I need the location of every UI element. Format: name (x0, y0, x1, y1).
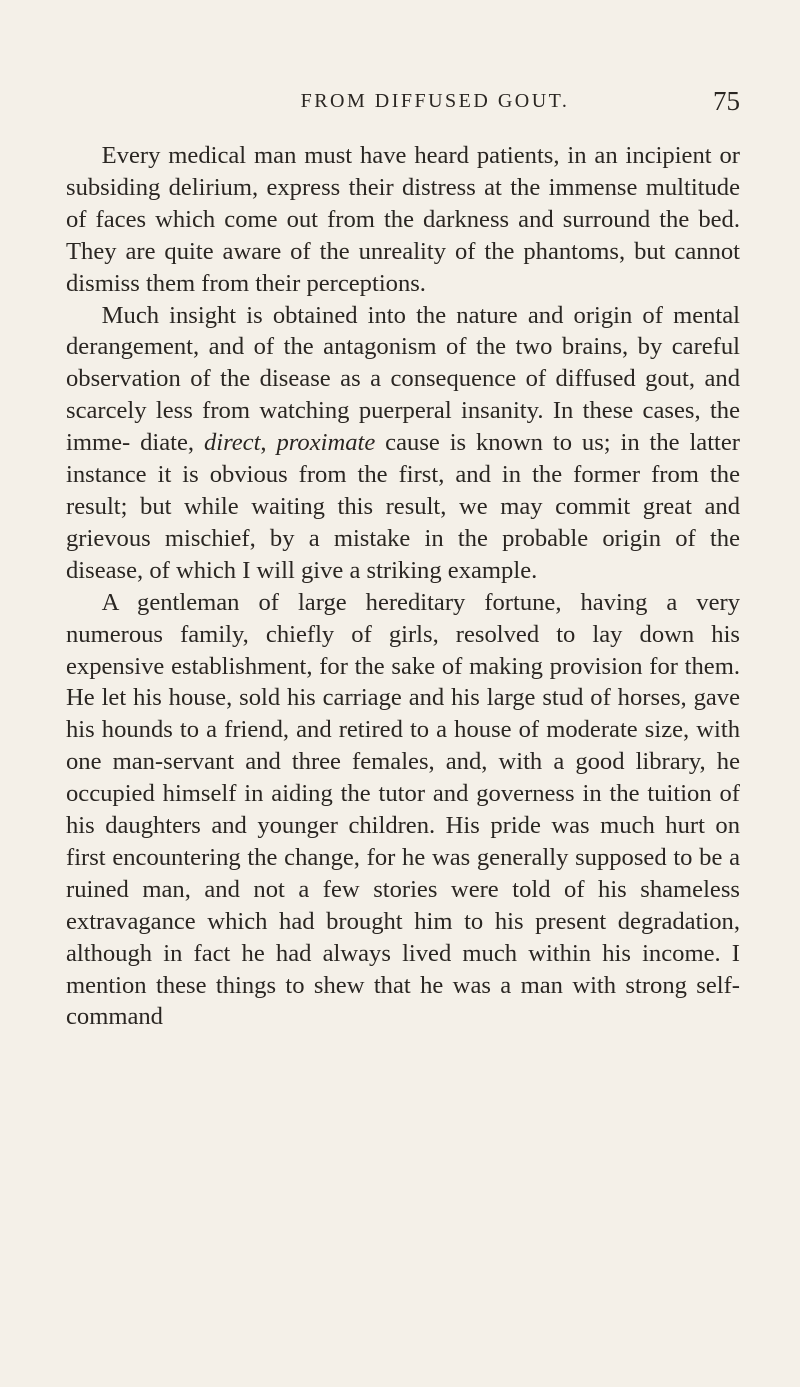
paragraph-1 (66, 140, 740, 300)
paragraph-2-text-start: Much insight is obtained into the nature and origin of mental derangement, and of the antagonism of the two brains, by careful observation of the disease as a consequence of diffused gout, and scarcely less from watching puerperal insanity. In these cases, the imme- diate, (66, 301, 740, 457)
paragraph-1-text: Every medical man must have heard patients, in an incipient or subsiding delirium, express their distress at the immense multitude of faces which come out from the darkness and surround the bed. They are quite aware of the unreality of the phantoms, but cannot dismiss them from their perceptions. (66, 142, 740, 297)
paragraph-3 (66, 587, 740, 1034)
paragraph-2 (66, 300, 740, 587)
paragraph-2-text-mid: , (260, 429, 277, 457)
italic-direct: direct (203, 429, 261, 457)
running-header (70, 86, 740, 122)
page-number: 75 (713, 86, 740, 116)
paragraph-2-text-end: cause is known to us; in the latter instance it is obvious from the first, and in the former from the result; but while waiting this result, we may commit great and grievous mischief, by a mistake in the probable origin of the disease, of which I will give a striking example. (66, 429, 740, 584)
paragraph-3-text: A gentleman of large hereditary fortune, having a very numerous family, chiefly of girls, resolved to lay down his expensive establishment, for the sake of making provision for them. He let his house, sold his carriage and his large stud of horses, gave his hounds to a friend, and retired to a house of moderate size, with one man-servant and three females, and, with a good library, he occupied himself in aiding the tutor and governess in the tuition of his daughters and younger children. His pride was much hurt on first encountering the change, for he was generally supposed to be a ruined man, and not a few stories were told of his shameless extravagance which had brought him to his present degradation, although in fact he had always lived much within his income. I mention these things to shew that he was a man with strong self-command (66, 588, 740, 1031)
running-title: FROM DIFFUSED GOUT. (300, 90, 570, 112)
italic-proximate: proximate (276, 429, 376, 457)
body-text (66, 140, 740, 1033)
